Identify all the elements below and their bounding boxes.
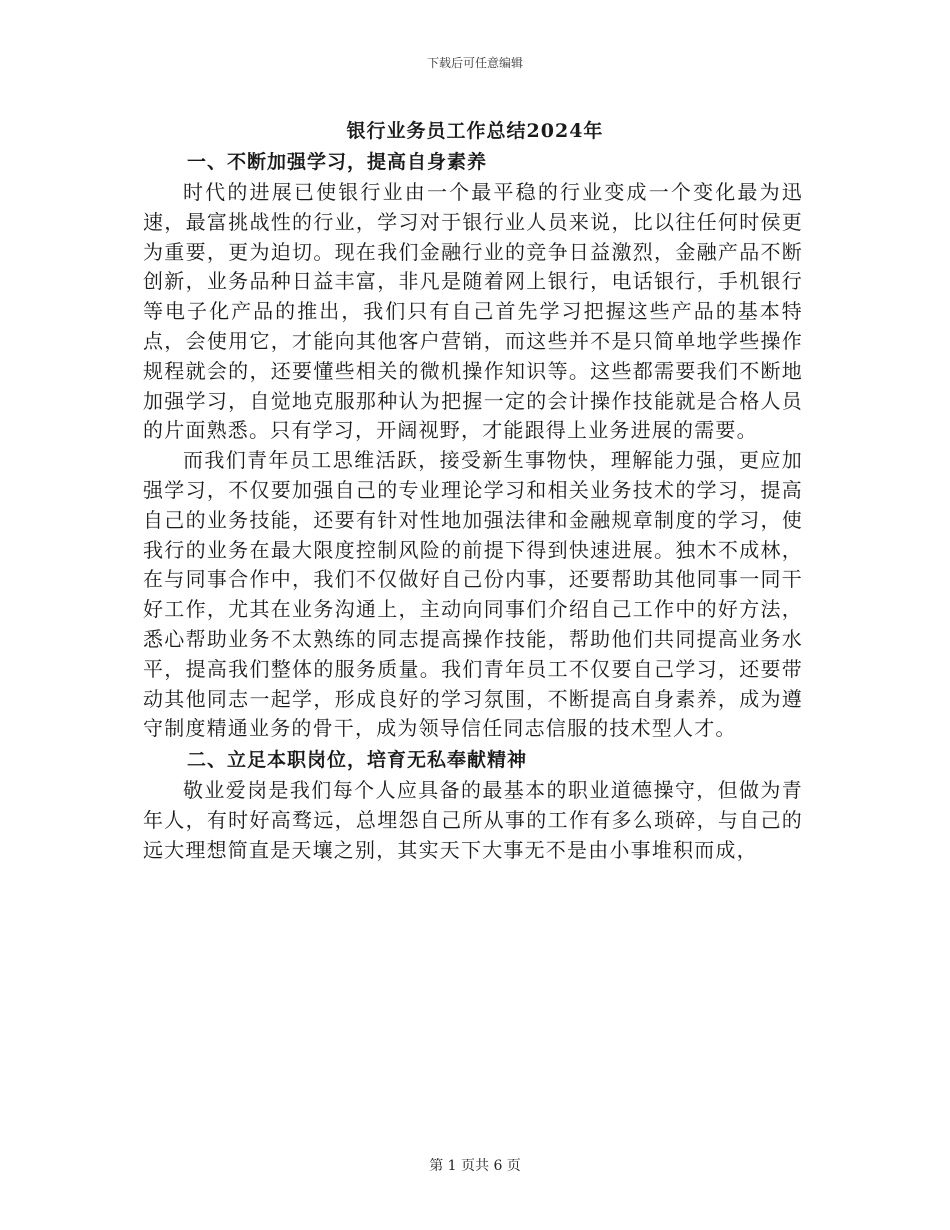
page-number: 第 1 页共 6 页 [429,1158,521,1174]
document-title: 银行业务员工作总结2024年 [346,120,604,142]
document-body [143,146,803,866]
paragraph: 而我们青年员工思维活跃，接受新生事物快，理解能力强，更应加强学习，不仅要加强自己的专业理论学习和相关业务技术的学习，提高自己的业务技能，还要有针对性地加强法律和金融规章制度的学习，使我行的业务在最大限度控制风险的前提下得到快速进展。独木不成林，在与同事合作中，我们不仅做好自己份内事，还要帮助其他同事一同干好工作，尤其在业务沟通上，主动向同事们介绍自己工作中的好方法，悉心帮助业务不太熟练的同志提高操作技能，帮助他们共同提高业务水平，提高我们整体的服务质量。我们青年员工不仅要自己学习，还要带动其他同志一起学，形成良好的学习氛围，不断提高自身素养，成为遵守制度精通业务的骨干，成为领导信任同志信服的技术型人才。 [143,448,803,741]
paragraph: 敬业爱岗是我们每个人应具备的最基本的职业道德操守，但做为青年人，有时好高骛远，总埋怨自己所从事的工作有多么琐碎，与自己的远大理想简直是天壤之别，其实天下大事无不是由小事堆积而成， [143,778,803,862]
section-heading-1: 一、不断加强学习，提高自身素养 [187,151,488,173]
section-heading-2: 二、立足本职岗位，培育无私奉献精神 [187,749,528,772]
paragraph: 时代的进展已使银行业由一个最平稳的行业变成一个变化最为迅速，最富挑战性的行业，学习对于银行业人员来说，比以往任何时侯更为重要，更为迫切。现在我们金融行业的竞争日益激烈，金融产品不断创新，业务品种日益丰富，非凡是随着网上银行，电话银行，手机银行等电子化产品的推出，我们只有自己首先学习把握这些产品的基本特点，会使用它，才能向其他客户营销，而这些并不是只简单地学些操作规程就会的，还要懂些相关的微机操作知识等。这些都需要我们不断地加强学习，自觉地克服那种认为把握一定的会计操作技能就是合格人员的片面熟悉。只有学习，开阔视野，才能跟得上业务进展的需要。 [143,180,803,443]
header-note: 下载后可任意编辑 [426,56,523,70]
